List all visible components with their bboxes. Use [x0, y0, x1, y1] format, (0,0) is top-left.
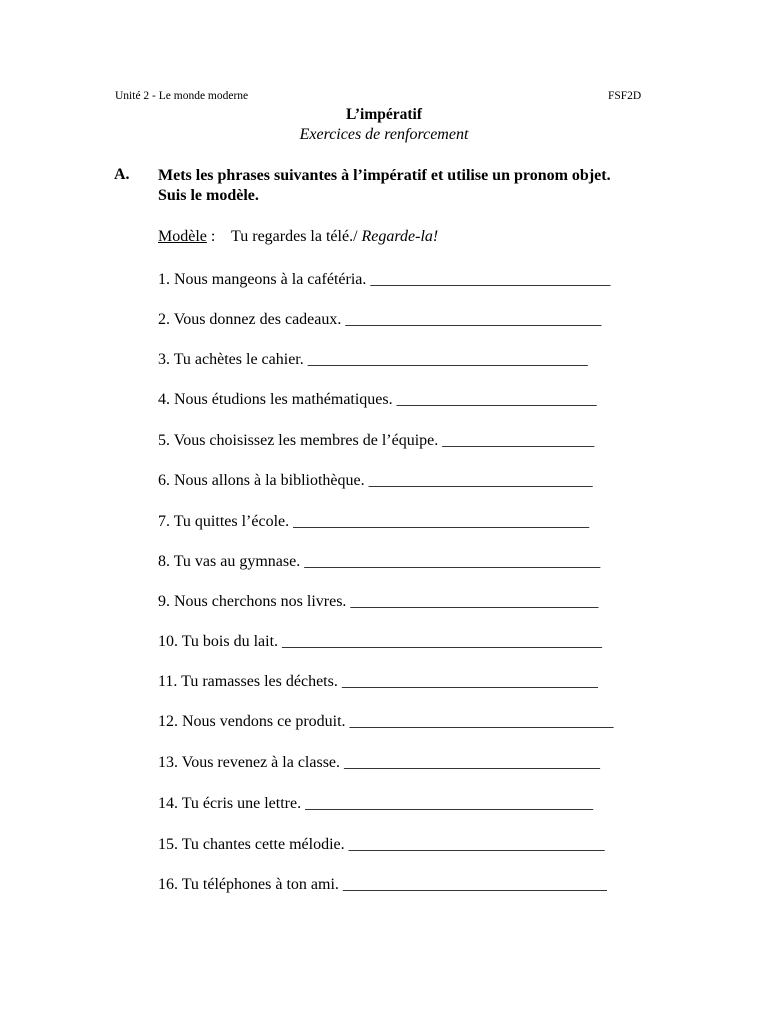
exercise-item-3: 3. Tu achètes le cahier. ___________________________________ — [158, 351, 588, 368]
exercise-item-2: 2. Vous donnez des cadeaux. ________________________________ — [158, 311, 602, 328]
exercise-item-1: 1. Nous mangeons à la cafétéria. ______________________________ — [158, 271, 611, 288]
exercise-item-8: 8. Tu vas au gymnase. _____________________________________ — [158, 553, 601, 570]
exercise-item-7: 7. Tu quittes l’école. _____________________________________ — [158, 513, 590, 530]
instructions-line-2: Suis le modèle. — [158, 187, 259, 204]
model-sentence: Tu regardes la télé./ — [231, 228, 358, 245]
instructions-line-1: Mets les phrases suivantes à l’impératif et utilise un pronom objet. — [158, 167, 611, 184]
course-code: FSF2D — [608, 90, 642, 102]
exercise-item-12: 12. Nous vendons ce produit. _________________________________ — [158, 713, 614, 730]
page-title: L’impératif — [345, 106, 423, 123]
exercise-item-4: 4. Nous étudions les mathématiques. _________________________ — [158, 391, 597, 408]
exercise-item-6: 6. Nous allons à la bibliothèque. ____________________________ — [158, 472, 593, 489]
model-answer: Regarde-la! — [357, 228, 439, 245]
page-subtitle: Exercices de renforcement — [299, 126, 469, 143]
model-example — [158, 228, 438, 246]
exercise-item-5: 5. Vous choisissez les membres de l’équipe. ___________________ — [158, 432, 595, 449]
exercise-item-10: 10. Tu bois du lait. ________________________________________ — [158, 633, 603, 650]
exercise-item-14: 14. Tu écris une lettre. ____________________________________ — [158, 795, 594, 812]
unit-header: Unité 2 - Le monde moderne — [115, 90, 249, 102]
exercise-item-15: 15. Tu chantes cette mélodie. ________________________________ — [158, 836, 605, 853]
model-label: Modèle — [158, 228, 207, 245]
model-separator: : — [206, 228, 232, 245]
exercise-item-13: 13. Vous revenez à la classe. ________________________________ — [158, 754, 601, 771]
exercise-item-16: 16. Tu téléphones à ton ami. _________________________________ — [158, 876, 607, 893]
section-instructions — [158, 166, 658, 206]
section-letter: A. — [114, 166, 130, 183]
exercise-item-9: 9. Nous cherchons nos livres. _______________________________ — [158, 593, 599, 610]
exercise-item-11: 11. Tu ramasses les déchets. ________________________________ — [158, 673, 598, 690]
